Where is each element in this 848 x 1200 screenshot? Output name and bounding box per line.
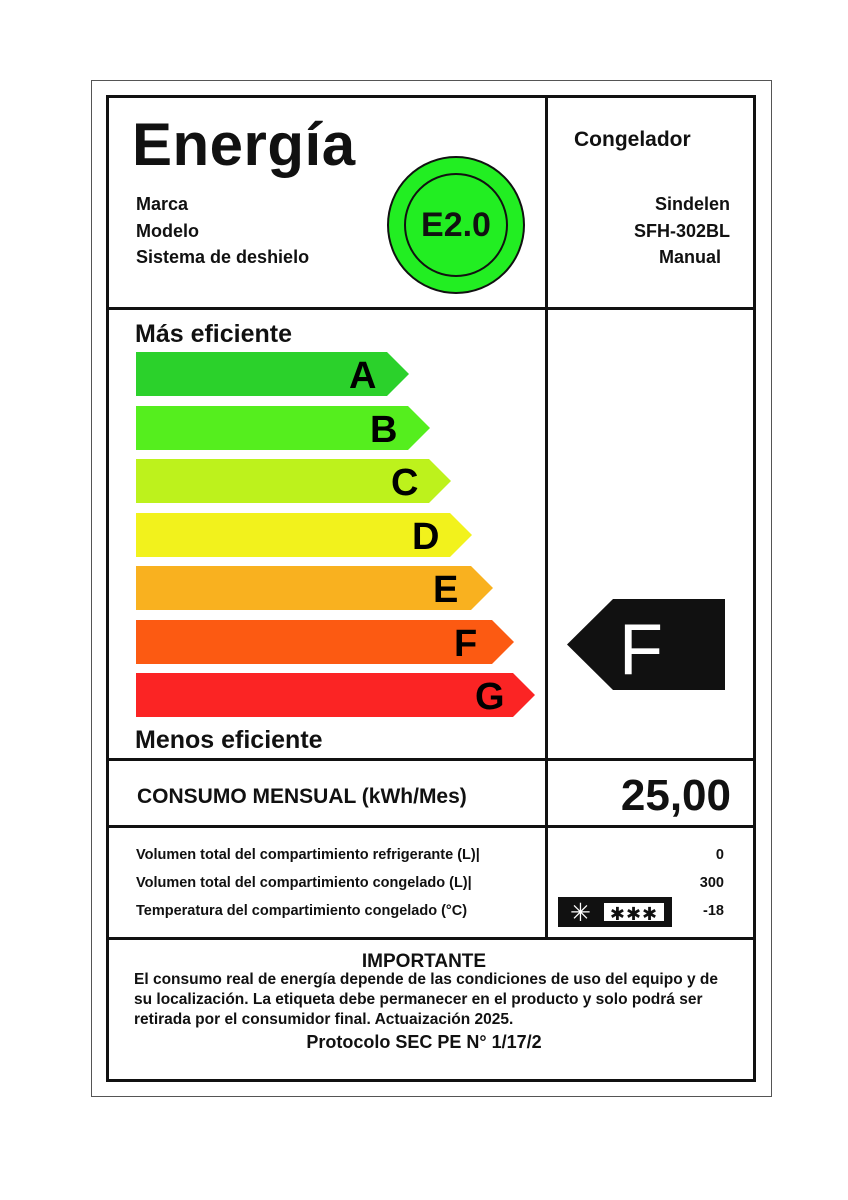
defrost-label: Sistema de deshielo xyxy=(136,247,310,267)
scale-top-label: Más eficiente xyxy=(135,320,293,348)
rating-arrow xyxy=(567,599,725,690)
spec-value-freezer-volume: 300 xyxy=(699,875,724,891)
efficiency-bar-letter: A xyxy=(349,355,377,397)
brand-label: Marca xyxy=(136,194,189,214)
model-label: Modelo xyxy=(136,221,199,241)
snowflake-icon: ✳ xyxy=(570,899,591,927)
badge-text: E2.0 xyxy=(421,206,491,244)
brand-value: Sindelen xyxy=(654,194,730,214)
divider-consumption xyxy=(106,825,756,828)
spec-label-freezer-volume: Volumen total del compartimiento congelado (L)| xyxy=(136,875,472,891)
spec-value-freezer-temperature: -18 xyxy=(703,903,724,919)
efficiency-bar-c xyxy=(136,459,451,503)
consumption-value: 25,00 xyxy=(620,771,731,820)
scale-bottom-label: Menos eficiente xyxy=(135,726,323,754)
consumption-label: CONSUMO MENSUAL (kWh/Mes) xyxy=(137,785,467,808)
efficiency-bar-letter: F xyxy=(454,623,478,665)
efficiency-bar-d xyxy=(136,513,472,557)
defrost-value: Manual xyxy=(658,247,721,267)
label-title: Energía xyxy=(132,111,356,178)
efficiency-bar-letter: D xyxy=(412,516,440,558)
efficiency-bar-letter: G xyxy=(475,676,505,718)
protocol-text: Protocolo SEC PE N° 1/17/2 xyxy=(306,1032,542,1052)
efficiency-bar-b xyxy=(136,406,430,450)
spec-label-refrigerant-volume: Volumen total del compartimiento refrigerante (L)| xyxy=(136,847,480,863)
divider-specs xyxy=(106,937,756,940)
efficiency-badge xyxy=(387,156,525,294)
column-divider xyxy=(545,95,548,939)
rating-letter: F xyxy=(619,610,663,690)
efficiency-bar-letter: C xyxy=(391,462,419,504)
efficiency-bar-letter: E xyxy=(433,569,459,611)
product-type: Congelador xyxy=(574,128,691,151)
three-star-icon: ✱✱✱ xyxy=(604,903,664,921)
important-heading: IMPORTANTE xyxy=(361,951,487,972)
model-value: SFH-302BL xyxy=(633,221,730,241)
divider-header xyxy=(106,307,756,310)
efficiency-bar-g xyxy=(136,673,535,717)
spec-value-refrigerant-volume: 0 xyxy=(715,847,724,863)
freezer-star-rating-icon xyxy=(558,897,672,927)
efficiency-bar-e xyxy=(136,566,493,610)
important-text: El consumo real de energía depende de las condiciones de uso del equipo y de su localización. La etiqueta debe permanecer en el producto y solo podrá ser retirada por el consumidor final. Actuaización 2025. xyxy=(134,971,718,1028)
efficiency-bar-letter: B xyxy=(370,409,398,451)
efficiency-bar-a xyxy=(136,352,409,396)
divider-scale xyxy=(106,758,756,761)
efficiency-bar-f xyxy=(136,620,514,664)
spec-label-freezer-temperature: Temperatura del compartimiento congelado (°C) xyxy=(136,903,468,919)
